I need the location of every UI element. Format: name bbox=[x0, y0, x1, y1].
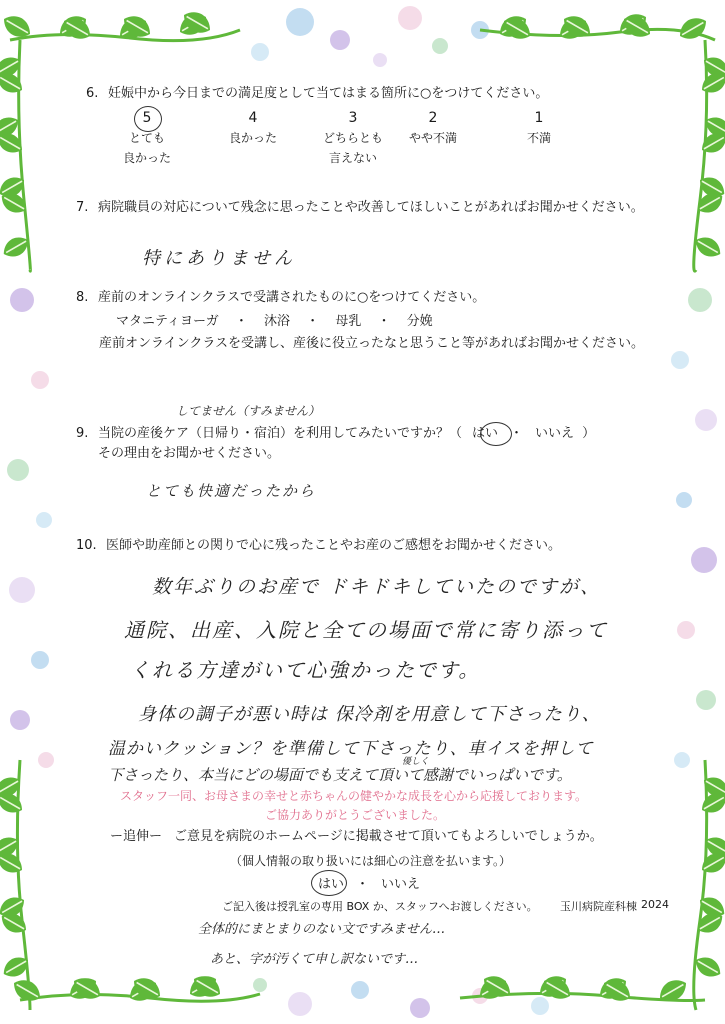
decorative-dot bbox=[688, 288, 712, 312]
q9-number: 9. bbox=[76, 426, 89, 441]
q10-answer-line-6: 下さったり、本当にどの場面でも支えて頂いて感謝でいっぱいです。 bbox=[108, 766, 572, 784]
q9-answer-handwriting: とても快適だったから bbox=[146, 482, 317, 500]
q6-text: 妊娠中から今日までの満足度として当てはまる箇所に○をつけてください。 bbox=[108, 86, 549, 101]
q9-note-handwriting: してません（すみません） bbox=[176, 404, 321, 418]
decorative-dot bbox=[691, 547, 717, 573]
q6-label-5a: とても bbox=[128, 131, 165, 145]
decorative-dot bbox=[677, 621, 695, 639]
q8-option-yoga: マタニティヨーガ bbox=[116, 314, 219, 329]
q7-question bbox=[76, 200, 644, 216]
q7-answer-handwriting: 特にありません bbox=[142, 248, 296, 269]
q8-options bbox=[116, 314, 433, 330]
decorative-dot bbox=[671, 351, 689, 369]
footer-org: 玉川病院産科棟 bbox=[560, 900, 637, 913]
q6-label-3b: 言えない bbox=[328, 151, 377, 165]
postscript-selected-circle bbox=[311, 870, 347, 896]
q7-number: 7. bbox=[76, 200, 89, 215]
q6-scale-2: 2 bbox=[428, 110, 438, 126]
q6-label-4: 良かった bbox=[228, 131, 277, 145]
q8-separator: ・ bbox=[377, 314, 391, 329]
decorative-dot bbox=[398, 6, 422, 30]
q8-separator: ・ bbox=[234, 314, 248, 329]
q10-answer-line-1: 数年ぶりのお産で ドキドキしていたのですが、 bbox=[152, 576, 602, 598]
decorative-dot bbox=[330, 30, 350, 50]
decorative-dot bbox=[9, 577, 35, 603]
q9-dot: ・ bbox=[510, 426, 524, 441]
thanks-message: ご協力ありがとうございました。 bbox=[265, 808, 446, 822]
q6-scale-1: 1 bbox=[534, 110, 544, 126]
postscript-dot: ・ bbox=[356, 877, 370, 892]
footer-year: 2024 bbox=[641, 898, 669, 911]
decorative-dot bbox=[432, 38, 448, 54]
q9-question bbox=[76, 426, 595, 442]
decorative-dot bbox=[253, 978, 267, 992]
q10-answer-line-3: くれる方達がいて心強かったです。 bbox=[130, 658, 481, 682]
postscript-text: ご意見を病院のホームページに掲載させて頂いてもよろしいでしょうか。 bbox=[174, 829, 603, 844]
postscript-no: いいえ bbox=[381, 877, 421, 892]
postscript-yes: はい bbox=[318, 877, 345, 892]
vine-stem bbox=[19, 40, 31, 271]
postscript-label: ー追伸ー bbox=[110, 829, 163, 844]
q8-option-bath: 沐浴 bbox=[264, 314, 291, 329]
decorative-dot bbox=[410, 998, 430, 1018]
decorative-dot bbox=[373, 53, 387, 67]
q8-text: 産前のオンラインクラスで受講されたものに○をつけてください。 bbox=[98, 290, 486, 305]
decorative-dot bbox=[695, 409, 717, 431]
q8-question bbox=[76, 290, 485, 306]
q10-answer-line-2: 通院、出産、入院と全ての場面で常に寄り添って bbox=[124, 618, 608, 642]
q9-close: ） bbox=[582, 426, 596, 441]
decorative-dot bbox=[531, 997, 549, 1015]
closing-handwriting-1: 全体的にまとまりのない文ですみません… bbox=[198, 922, 446, 937]
q8-option-delivery: 分娩 bbox=[406, 314, 433, 329]
vine-stem bbox=[694, 40, 707, 271]
decorative-dot bbox=[10, 710, 30, 730]
decorative-dot bbox=[286, 8, 314, 36]
q6-label-3a: どちらとも bbox=[322, 131, 383, 145]
q9-yes: はい bbox=[472, 426, 499, 441]
postscript-note: （個人情報の取り扱いには細心の注意を払います。） bbox=[230, 854, 512, 868]
decorative-dot bbox=[288, 992, 312, 1016]
q9-no: いいえ bbox=[535, 426, 575, 441]
q10-answer-line-5: 温かいクッション？を準備して下さったり、車イスを押して bbox=[108, 739, 594, 759]
footer-instruction: ご記入後は授乳室の専用 BOX か、スタッフへお渡しください。 bbox=[222, 900, 538, 913]
q6-number: 6. bbox=[86, 86, 99, 101]
decorative-dot bbox=[696, 690, 716, 710]
q6-scale-3: 3 bbox=[348, 110, 358, 126]
q6-scale-5: 5 bbox=[142, 110, 152, 126]
q6-scale-4: 4 bbox=[248, 110, 258, 126]
q6-label-5b: 良かった bbox=[122, 151, 171, 165]
q9-text: 当院の産後ケア（日帰り・宿泊）を利用してみたいですか？（ bbox=[98, 426, 463, 441]
q8-separator: ・ bbox=[306, 314, 320, 329]
decorative-dot bbox=[7, 459, 29, 481]
q10-number: 10. bbox=[76, 538, 97, 553]
closing-handwriting-2: あと、字が汚くて申し訳ないです… bbox=[210, 952, 419, 967]
decorative-dot bbox=[251, 43, 269, 61]
q8-sub-question: 産前オンラインクラスを受講し、産後に役立ったなと思うこと等があればお聞かせください。 bbox=[99, 336, 644, 351]
decorative-dot bbox=[10, 288, 34, 312]
decorative-dot bbox=[676, 492, 692, 508]
postscript bbox=[110, 829, 603, 845]
q7-text: 病院職員の対応について残念に思ったことや改善してほしいことがあればお聞かせください。 bbox=[98, 200, 644, 215]
q6-question bbox=[86, 86, 548, 102]
leaf-icon bbox=[675, 13, 710, 44]
q10-question bbox=[76, 538, 561, 554]
decorative-dot bbox=[351, 981, 369, 999]
q6-label-2: やや不満 bbox=[408, 131, 457, 145]
staff-message: スタッフ一同、お母さまの幸せと赤ちゃんの健やかな成長を心から応援しております。 bbox=[120, 789, 588, 803]
q10-answer-line-4: 身体の調子が悪い時は 保冷剤を用意して下さったり、 bbox=[138, 704, 601, 725]
q10-insert-word: 優しく bbox=[402, 757, 430, 767]
decorative-dot bbox=[31, 651, 49, 669]
decorative-dot bbox=[38, 752, 54, 768]
q9-selected-circle bbox=[480, 422, 512, 446]
q8-option-breastfeeding: 母乳 bbox=[335, 314, 362, 329]
q8-number: 8. bbox=[76, 290, 89, 305]
q9-sub-question: その理由をお聞かせください。 bbox=[98, 446, 281, 461]
q10-text: 医師や助産師との関りで心に残ったことやお産のご感想をお聞かせください。 bbox=[106, 538, 562, 553]
decorative-dot bbox=[31, 371, 49, 389]
q6-label-1: 不満 bbox=[526, 131, 551, 145]
decorative-dot bbox=[36, 512, 52, 528]
decorative-dot bbox=[674, 752, 690, 768]
